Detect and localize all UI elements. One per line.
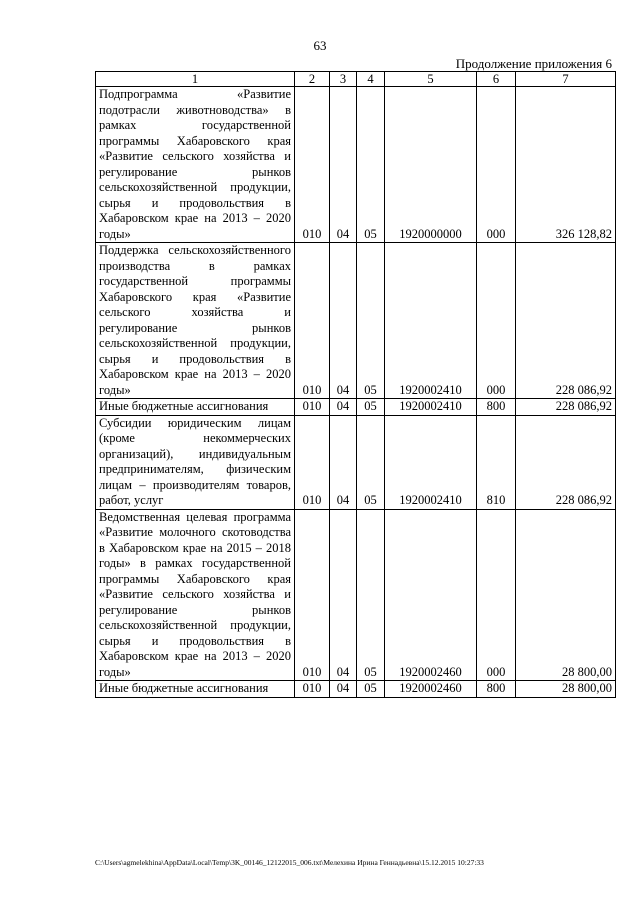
row-name: Иные бюджетные ассигнования (96, 399, 295, 416)
row-code-4: 05 (357, 415, 385, 509)
row-code-3: 04 (330, 87, 357, 243)
page-number: 63 (313, 38, 327, 53)
row-code-6: 000 (477, 87, 516, 243)
row-code-3: 04 (330, 681, 357, 698)
row-amount: 228 086,92 (516, 415, 616, 509)
row-code-5: 1920002410 (385, 243, 477, 399)
row-code-4: 05 (357, 509, 385, 681)
table-row (96, 509, 616, 681)
row-code-4: 05 (357, 87, 385, 243)
row-name: Подпрограмма «Развитие подотрасли животноводства» в рамках государственной программы Хабаровского края «Развитие сельского хозяйства и регулирование рынков сельскохозяйственной продукции, сырья и продовольствия в Хабаровском крае на 2013 – 2020 годы» (96, 87, 295, 243)
row-name: Субсидии юридическим лицам (кроме некоммерческих организаций), индивидуальным предпринимателям, физическим лицам – производителям товаров, работ, услуг (96, 415, 295, 509)
footer-file-path: C:\Users\agmelekhina\AppData\Local\Temp\3K_00146_12122015_006.txt\Мелехина Ирина Геннадьевна\15.12.2015 10:27:33 (95, 858, 484, 867)
row-code-4: 05 (357, 399, 385, 416)
row-amount: 28 800,00 (516, 681, 616, 698)
row-amount: 326 128,82 (516, 87, 616, 243)
row-code-2: 010 (295, 415, 330, 509)
row-name: Ведомственная целевая программа «Развитие молочного скотоводства в Хабаровском крае на 2015 – 2018 годы» в рамках государственной программы Хабаровского края «Развитие сельского хозяйства и регулирование рынков сельскохозяйственной продукции, сырья и продовольствия в Хабаровском крае на 2013 – 2020 годы» (96, 509, 295, 681)
header-col-5: 5 (385, 72, 477, 87)
row-code-6: 000 (477, 243, 516, 399)
row-code-2: 010 (295, 509, 330, 681)
row-code-5: 1920000000 (385, 87, 477, 243)
continuation-label: Продолжение приложения 6 (455, 56, 612, 71)
row-amount: 28 800,00 (516, 509, 616, 681)
row-code-3: 04 (330, 415, 357, 509)
table-row (96, 243, 616, 399)
header-col-3: 3 (330, 72, 357, 87)
row-code-6: 810 (477, 415, 516, 509)
row-code-3: 04 (330, 509, 357, 681)
header-col-4: 4 (357, 72, 385, 87)
row-code-5: 1920002460 (385, 681, 477, 698)
header-col-1: 1 (96, 72, 295, 87)
header-col-2: 2 (295, 72, 330, 87)
header-row (96, 72, 616, 87)
row-name: Поддержка сельскохозяйственного производства в рамках государственной программы Хабаровского края «Развитие сельского хозяйства и регулирование рынков сельскохозяйственной продукции, сырья и продовольствия в Хабаровском крае на 2013 – 2020 годы» (96, 243, 295, 399)
table-row (96, 399, 616, 416)
row-code-3: 04 (330, 399, 357, 416)
budget-table (95, 71, 616, 698)
row-code-5: 1920002410 (385, 399, 477, 416)
row-code-4: 05 (357, 243, 385, 399)
table-row (96, 87, 616, 243)
row-code-6: 800 (477, 399, 516, 416)
row-code-2: 010 (295, 681, 330, 698)
row-code-6: 000 (477, 509, 516, 681)
row-code-5: 1920002410 (385, 415, 477, 509)
row-code-2: 010 (295, 87, 330, 243)
row-code-4: 05 (357, 681, 385, 698)
header-col-7: 7 (516, 72, 616, 87)
table-row (96, 681, 616, 698)
row-code-6: 800 (477, 681, 516, 698)
row-name: Иные бюджетные ассигнования (96, 681, 295, 698)
row-amount: 228 086,92 (516, 243, 616, 399)
row-code-2: 010 (295, 243, 330, 399)
row-code-5: 1920002460 (385, 509, 477, 681)
table-row (96, 415, 616, 509)
row-amount: 228 086,92 (516, 399, 616, 416)
row-code-2: 010 (295, 399, 330, 416)
row-code-3: 04 (330, 243, 357, 399)
header-col-6: 6 (477, 72, 516, 87)
